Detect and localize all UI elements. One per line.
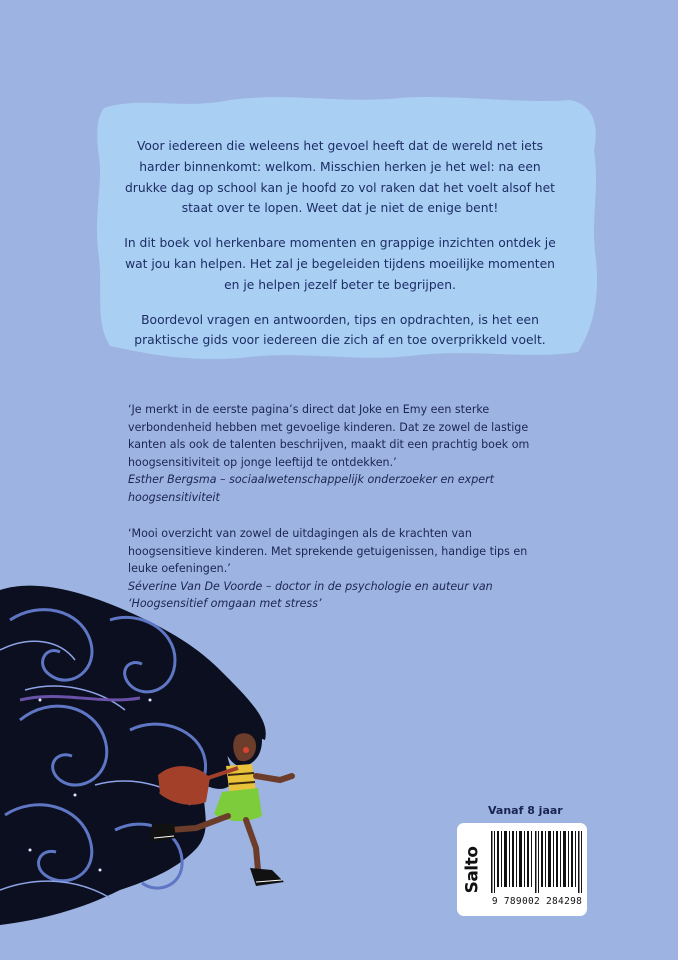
quote-text: ‘Mooi overzicht van zowel de uitdagingen als de krachten van hoogsensitieve kinderen. Met sprekende getuigenissen, handige tips en leuke oefeningen.’	[128, 527, 528, 576]
publisher-logo-text: Salto	[462, 846, 483, 893]
blurb-text	[118, 136, 562, 365]
publisher-logo	[457, 823, 487, 916]
review-quote-1	[128, 401, 558, 507]
quote-source: Séverine Van De Voorde – doctor in de psychologie en auteur van ‘Hoogsensitief omgaan met stress’	[128, 579, 493, 611]
barcode-box	[457, 823, 587, 916]
blurb-paragraph-2: In dit boek vol herkenbare momenten en grappige inzichten ontdek je wat jou kan helpen. Het zal je begeleiden tijdens moeilijke momenten en je helpen jezelf beter te begrijpen.	[124, 236, 556, 292]
age-label: Vanaf 8 jaar	[488, 804, 563, 817]
quote-text: ‘Je merkt in de eerste pagina’s direct dat Joke en Emy een sterke verbondenheid hebben met gevoelige kinderen. Dat ze zowel de lastige kanten als ook de talenten beschrijven, maakt dit een prachtig boek om hoogsensitiviteit op jonge leeftijd te ontdekken.’	[128, 403, 530, 469]
blurb-paragraph-1: Voor iedereen die weleens het gevoel heeft dat de wereld net iets harder binnenkomt: welkom. Misschien herken je het wel: na een drukke dag op school kan je hoofd zo vol raken dat het voelt alsof het staat over te lopen. Weet dat je niet de enige bent!	[124, 139, 555, 216]
barcode-icon	[491, 831, 583, 893]
quote-source: Esther Bergsma – sociaalwetenschappelijk onderzoeker en expert hoogsensitiviteit	[128, 473, 495, 504]
isbn-number: 9 789002 284298	[491, 896, 583, 907]
hair-swirl-illustration	[0, 580, 330, 960]
blurb-paragraph-3: Boordevol vragen en antwoorden, tips en opdrachten, is het een praktische gids voor iedereen die zich af en toe overprikkeld voelt.	[134, 312, 546, 348]
